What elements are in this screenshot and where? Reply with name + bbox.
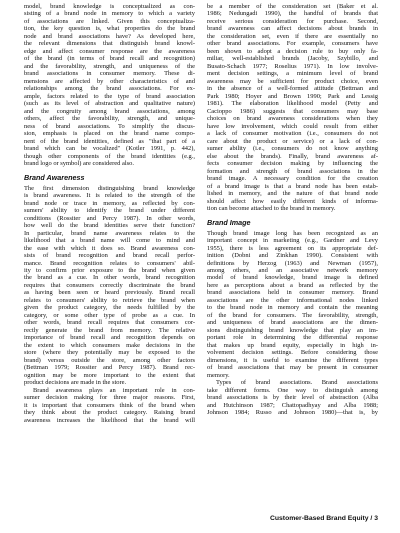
text-line: receive serious consideration for purchase. Second,: [207, 17, 378, 25]
text-line: awareness may be sufficient for product choice, even: [207, 77, 378, 85]
left-column: [24, 3, 195, 424]
text-line: sists of brand recognition and brand recall perfor-: [24, 252, 195, 260]
text-line: else about the brands). Finally, brand awareness af-: [207, 152, 378, 160]
text-line: brand awareness can affect decisions about brands in: [207, 25, 378, 33]
text-line: memory.: [207, 371, 230, 379]
running-footer: Customer-Based Brand Equity / 3: [269, 515, 378, 522]
text-line: model of brand knowledge, brand image is defined: [207, 274, 378, 282]
text-line: sumer decision making for three major reasons. First,: [24, 394, 195, 402]
text-line: of a brand image is that a brand node has been estab-: [207, 182, 378, 190]
paragraph-brand-knowledge: [24, 3, 195, 168]
text-line: brand associations is by their level of abstraction (Alba: [207, 394, 378, 402]
text-line: requires that consumers correctly discriminate the brand: [24, 281, 195, 289]
text-line: brand logo or symbol) are considered also.: [24, 160, 134, 168]
text-line: node and brand associations have? As developed here,: [24, 32, 195, 40]
text-line: rectly generate the brand from memory. The relative: [24, 326, 195, 334]
text-line: mensions are affected by other characteristics of and: [24, 77, 195, 85]
text-line: inition (Dobni and Zinkhan 1990). Consistent with: [207, 252, 378, 260]
text-line: sisting of a brand node in memory to which a variety: [24, 10, 195, 18]
text-line: ity to confirm prior exposure to the brand when given: [24, 266, 195, 274]
text-line: Johnson 1984; Russo and Johnson 1980)—that is, by: [207, 409, 378, 417]
text-line: they think about the product category. Raising brand: [24, 409, 195, 417]
text-line: brand image. A necessary condition for the creation: [207, 175, 378, 183]
text-line: tion can become attached to the brand in memory.: [207, 205, 336, 213]
text-line: tion, the key question is, what properties do the brand: [24, 25, 195, 33]
text-line: and the favorability, strength, and uniqueness of the: [24, 62, 195, 70]
paragraph-consideration-set: [207, 3, 378, 213]
text-line: Busato-Schach 1977; Roselius 1971). In low involve-: [207, 62, 378, 70]
text-line: the brand as a cue. In other words, brand recognition: [24, 274, 195, 282]
text-line: sumer ability (i.e., consumers do not know anything: [207, 145, 378, 153]
text-line: though other components of the brand identities (e.g.,: [24, 152, 195, 160]
text-line: formation and strength of brand associations in the: [207, 167, 378, 175]
text-line: a lack of consumer motivation (i.e., consumers do not: [207, 130, 378, 138]
text-line: ample, factors related to the type of brand association: [24, 92, 195, 100]
text-line: of the brand for consumers. The favorability, strength,: [207, 311, 378, 319]
text-line: brand associations held in consumer memory. Brand: [207, 289, 378, 297]
text-line: be a member of the consideration set (Baker et al.: [207, 3, 378, 10]
text-line: Types of brand associations. Brand associations: [216, 379, 378, 387]
text-line: ness of brand associations. To simplify the discus-: [24, 122, 195, 130]
text-line: Though brand image long has been recognized as an: [207, 229, 378, 237]
text-line: of brand associations that may be present in consumer: [207, 364, 378, 372]
text-line: Brand awareness plays an important role in con-: [33, 386, 195, 394]
text-line: in the absence of a well-formed attitude (Bettman and: [207, 85, 378, 93]
text-line: relationships among the brand associations. For ex-: [24, 85, 195, 93]
text-line: brand which can be vocalized" (Kotler 1991, p. 442),: [24, 145, 195, 153]
text-line: sumers' ability to identify the brand under different: [24, 207, 195, 215]
text-line: the ease with which it does so. Brand awareness con-: [24, 244, 195, 252]
text-line: The first dimension distinguishing brand knowledge: [24, 184, 195, 192]
text-line: other words, brand recall requires that consumers cor-: [24, 319, 195, 327]
text-line: definitions by Herzog (1963) and Newman (1957),: [207, 259, 378, 267]
text-line: brand node or trace in memory, as reflected by con-: [24, 199, 195, 207]
text-line: important concept in marketing (e.g., Gardner and Levy: [207, 237, 378, 245]
text-line: how well do the brand identities serve their function?: [24, 222, 195, 230]
text-line: (such as its level of abstraction and qualitative nature): [24, 100, 195, 108]
text-line: sions distinguishing brand knowledge that play an im-: [207, 326, 378, 334]
paragraph-brand-awareness-role: [24, 387, 195, 424]
text-line: 1986; Nedungadi 1990), the handful of brands that: [207, 10, 378, 18]
text-line: brand) versus outside the store, among other factors: [24, 356, 195, 364]
text-line: nent of the brand identities, defined as "that part of a: [24, 137, 195, 145]
text-line: the consideration set, even if there are essentially no: [207, 32, 378, 40]
text-line: importance of brand recall and recognition depends on: [24, 334, 195, 342]
text-line: In particular, brand name awareness relates to the: [24, 229, 195, 237]
text-line: should affect how easily different kinds of informa-: [207, 197, 378, 205]
text-line: choices on brand awareness considerations when they: [207, 115, 378, 123]
paragraph-brand-image-definition: [207, 230, 378, 380]
text-line: is brand awareness. It is related to the strength of the: [24, 192, 195, 200]
text-line: mance. Brand recognition relates to consumers' abil-: [24, 259, 195, 267]
text-line: and the congruity among brand associations, among: [24, 107, 195, 115]
text-line: the relevant dimensions that distinguish brand knowl-: [24, 40, 195, 48]
text-line: of the brand (in terms of brand recall and recognition): [24, 55, 195, 63]
text-line: brand associations in consumer memory. These di-: [24, 70, 195, 78]
text-line: miliar, well-established brands (Jacoby, Szybillo, and: [207, 55, 378, 63]
text-line: portant role in determining the differential response: [207, 334, 378, 342]
text-line: 1955), there is less agreement on its appropriate def-: [207, 244, 378, 252]
text-line: that makes up brand equity, especially in high in-: [207, 341, 378, 349]
text-line: model, brand knowledge is conceptualized as con-: [24, 3, 195, 10]
text-line: 1981). The elaboration likelihood model (Petty and: [207, 100, 378, 108]
text-line: among others, and an associative network memory: [207, 266, 378, 274]
section-heading-brand-awareness: Brand Awareness: [24, 172, 85, 182]
section-heading-brand-image: Brand Image: [207, 217, 251, 227]
text-line: it is important that consumers think of the brand when: [24, 401, 195, 409]
text-line: to the brand node in memory and contain the meaning: [207, 304, 378, 312]
text-line: ognition may be more important to the extent that: [24, 371, 195, 379]
text-line: Cacioppo 1986) suggests that consumers may base: [207, 107, 378, 115]
text-line: the extent to which consumers make decisions in the: [24, 341, 195, 349]
text-line: lished in memory, and the nature of that brand node: [207, 190, 378, 198]
text-line: take different forms. One way to distinguish among: [207, 386, 378, 394]
right-column: [207, 3, 378, 417]
text-line: likelihood that a brand name will come to mind and: [24, 237, 195, 245]
text-line: other brand associations. For example, consumers have: [207, 40, 378, 48]
text-line: Park 1980; Hoyer and Brown 1990; Park and Lessig: [207, 92, 378, 100]
text-line: volvement decision settings. Before considering those: [207, 349, 378, 357]
text-line: (Bettman 1979; Rossiter and Percy 1987). Brand rec-: [24, 364, 195, 372]
text-line: relates to consumers' ability to retrieve the brand when: [24, 296, 195, 304]
text-line: dimensions, it is useful to examine the different types: [207, 356, 378, 364]
text-line: and uniqueness of brand associations are the dimen-: [207, 319, 378, 327]
text-line: edge and affect consumer response are the awareness: [24, 47, 195, 55]
text-line: ment decision settings, a minimum level of brand: [207, 70, 378, 78]
text-line: product decisions are made in the store.: [24, 379, 127, 387]
text-line: fects consumer decision making by influencing the: [207, 160, 378, 168]
text-line: others, affect the favorability, strength, and unique-: [24, 115, 195, 123]
text-line: of associations are linked. Given this conceptualiza-: [24, 17, 195, 25]
text-line: have low involvement, which could result from either: [207, 122, 378, 130]
text-line: been shown to adopt a decision rule to buy only fa-: [207, 47, 378, 55]
text-line: awareness increases the likelihood that the brand will: [24, 416, 195, 424]
text-line: as having been seen or heard previously. Brand recall: [24, 289, 195, 297]
text-line: sion, emphasis is placed on the brand name compo-: [24, 130, 195, 138]
text-line: category, or some other type of probe as a cue. In: [24, 311, 195, 319]
paragraph-brand-awareness-definition: [24, 185, 195, 387]
text-line: conditions (Rossiter and Percy 1987). In other words,: [24, 214, 195, 222]
text-line: and Hutchinson 1987; Chattopadhyay and Alba 1988;: [207, 401, 378, 409]
paragraph-types-of-associations: [207, 379, 378, 416]
text-line: store (where they potentially may be exposed to the: [24, 349, 195, 357]
text-line: associations are the other informational nodes linked: [207, 296, 378, 304]
text-line: given the product category, the needs fulfilled by the: [24, 304, 195, 312]
text-line: here as perceptions about a brand as reflected by the: [207, 281, 378, 289]
text-line: care about the product or service) or a lack of con-: [207, 137, 378, 145]
